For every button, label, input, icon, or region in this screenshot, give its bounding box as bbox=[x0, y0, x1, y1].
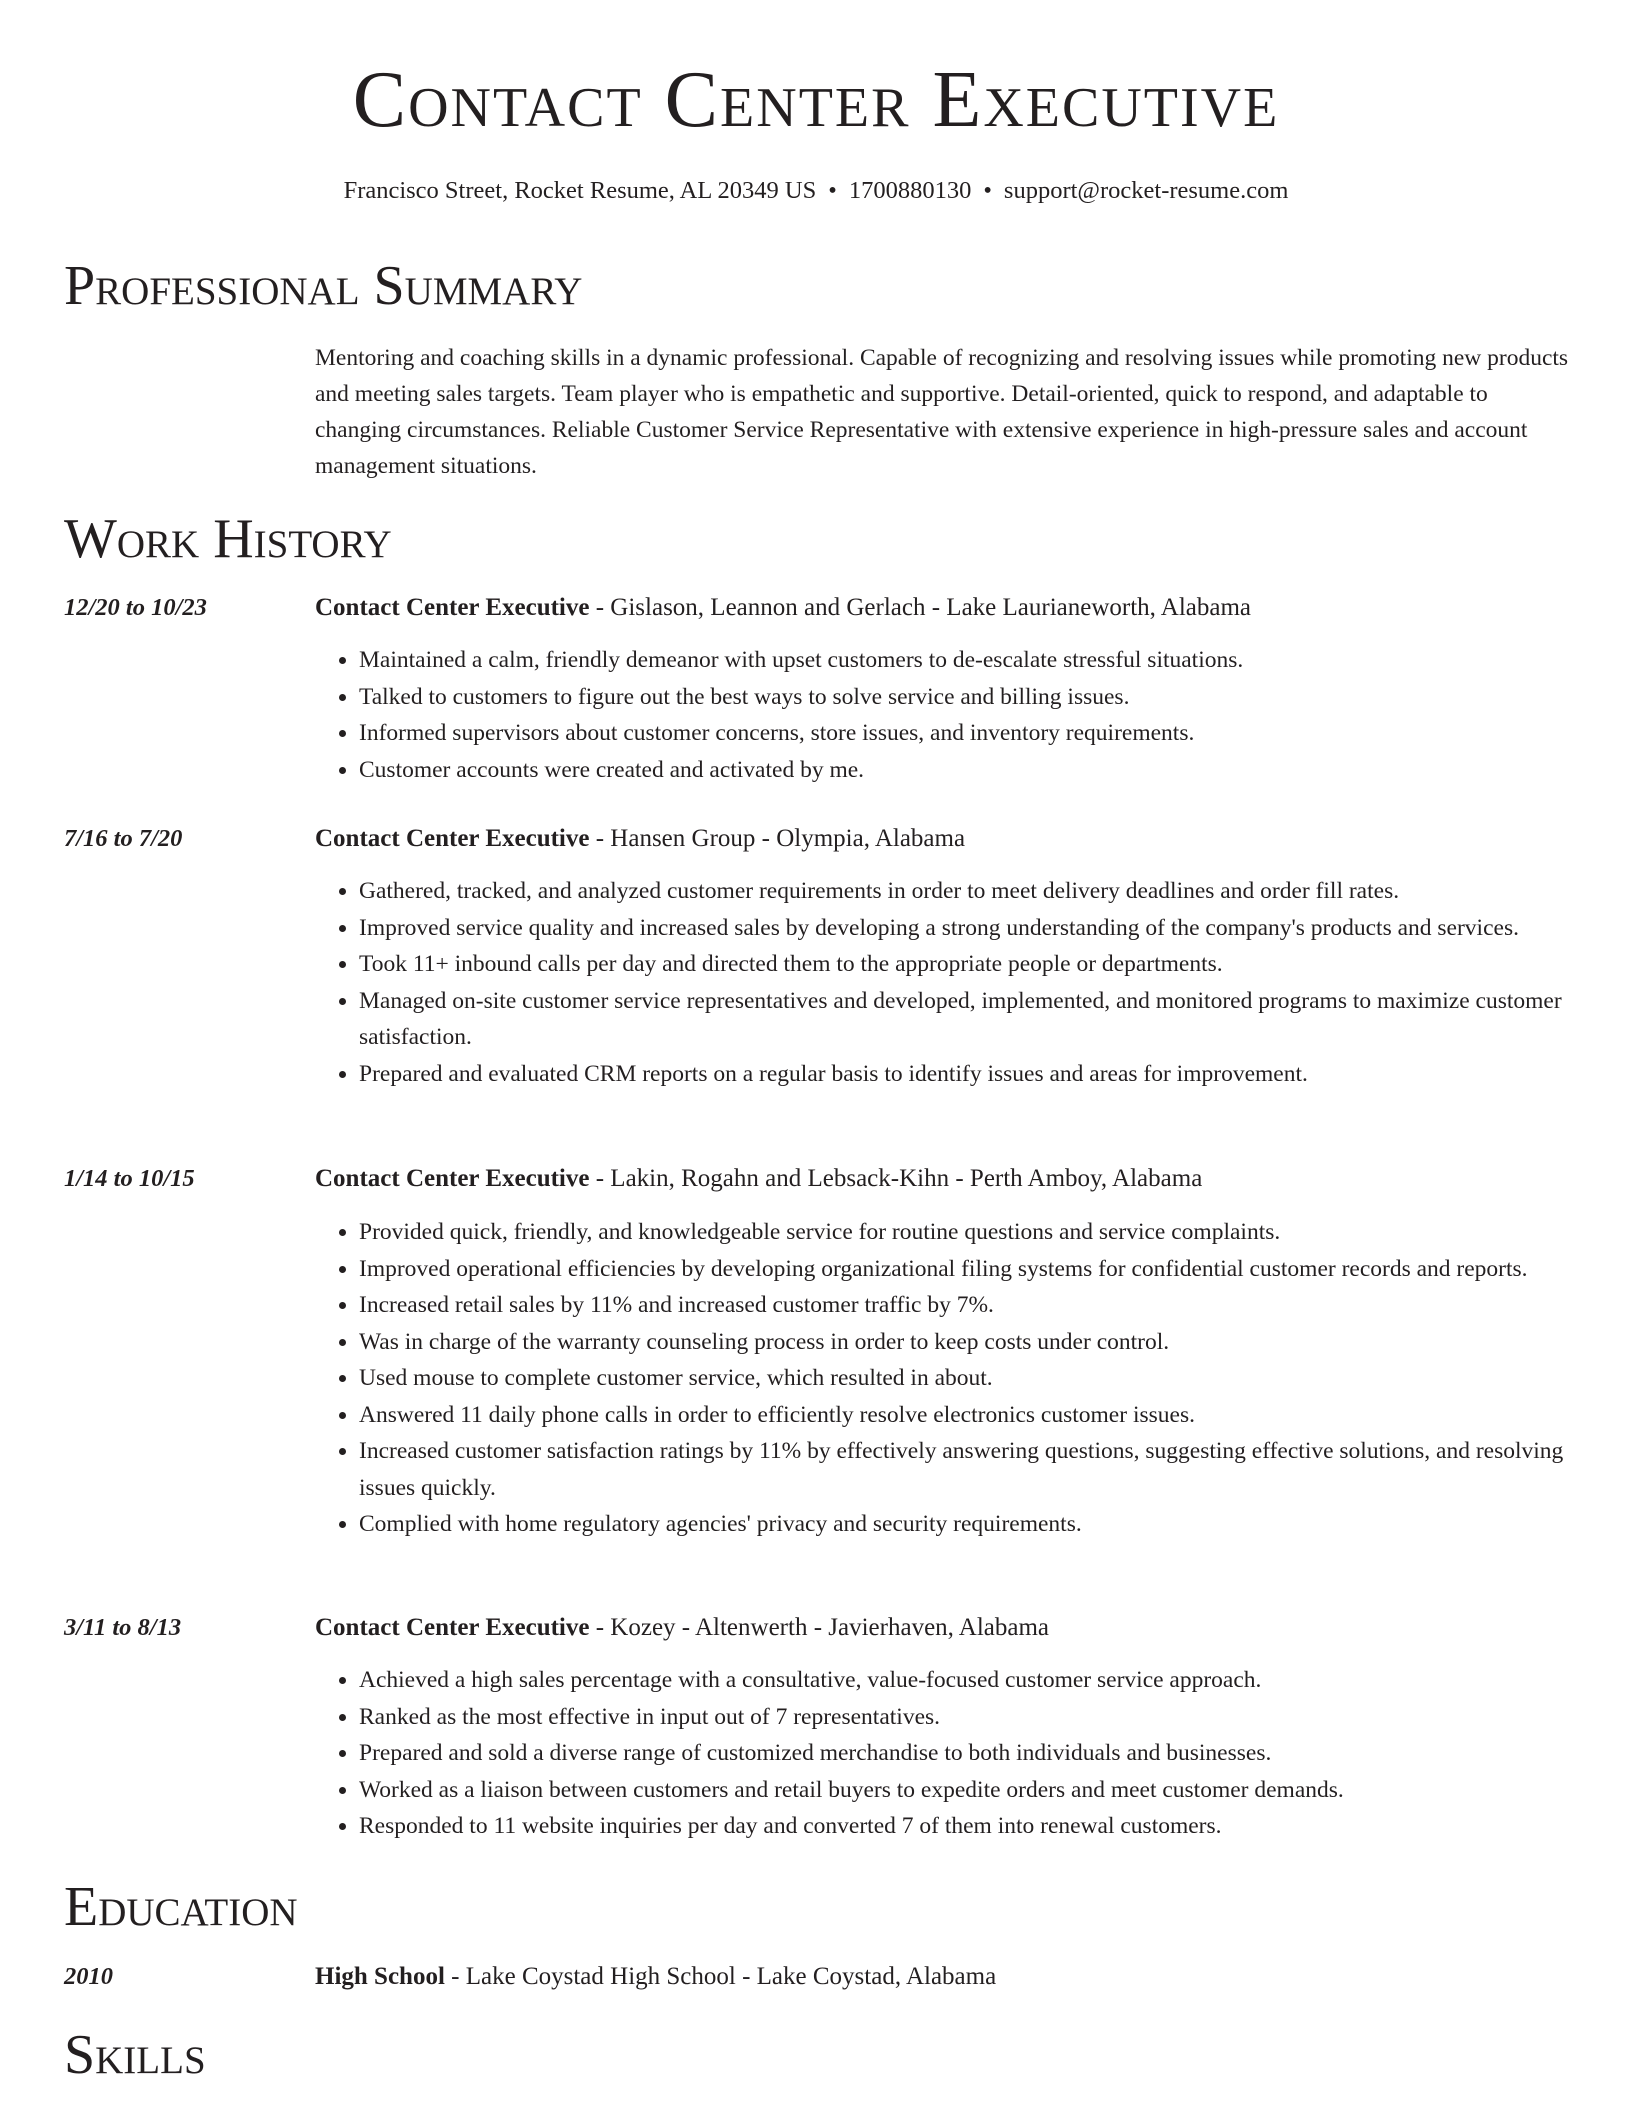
job-dates: 7/16 to 7/20 bbox=[64, 825, 183, 852]
contact-phone: 1700880130 bbox=[848, 177, 972, 204]
contact-email: support@rocket-resume.com bbox=[1003, 177, 1289, 204]
job-bullets bbox=[315, 1214, 1567, 1543]
job-bullet: • Took 11+ inbound calls per day and directed them to the appropriate people or departments. bbox=[359, 946, 1567, 983]
job-bullet: • Prepared and sold a diverse range of customized merchandise to both individuals and businesses. bbox=[359, 1735, 1567, 1772]
job-bullet: • Increased retail sales by 11% and increased customer traffic by 7%. bbox=[359, 1287, 1567, 1324]
job-bullet: • Achieved a high sales percentage with a consultative, value-focused customer service approach. bbox=[359, 1662, 1567, 1699]
section-header-education bbox=[64, 1871, 1567, 1938]
job-heading bbox=[315, 1610, 1567, 1646]
job-bullet: • Maintained a calm, friendly demeanor with upset customers to de-escalate stressful situations. bbox=[359, 642, 1567, 679]
job-bullets bbox=[315, 873, 1567, 1092]
job-title: Contact Center Executive bbox=[315, 1165, 590, 1192]
job-title: Contact Center Executive bbox=[315, 825, 590, 852]
job-bullet: • Provided quick, friendly, and knowledgeable service for routine questions and service complaints. bbox=[359, 1214, 1567, 1251]
job-bullet: • Improved operational efficiencies by developing organizational filing systems for confidential customer records and reports. bbox=[359, 1251, 1567, 1288]
job-bullets bbox=[315, 1662, 1567, 1845]
education-school: - Lake Coystad High School - Lake Coystad, Alabama bbox=[444, 1963, 997, 1990]
section-title-education: Education bbox=[64, 1879, 330, 1935]
job-title: Contact Center Executive bbox=[315, 1614, 590, 1641]
section-title-summary: Professional Summary bbox=[64, 258, 614, 314]
job-bullet: • Complied with home regulatory agencies' privacy and security requirements. bbox=[359, 1506, 1567, 1543]
job-dates: 3/11 to 8/13 bbox=[64, 1614, 182, 1641]
job-dates: 12/20 to 10/23 bbox=[64, 594, 207, 621]
job-employer: - Hansen Group - Olympia, Alabama bbox=[589, 825, 966, 852]
section-title-skills: Skills bbox=[64, 2027, 238, 2083]
section-title-work: Work History bbox=[64, 511, 424, 567]
section-header-work bbox=[64, 503, 1567, 570]
job-bullet: • Talked to customers to figure out the best ways to solve service and billing issues. bbox=[359, 679, 1567, 716]
contact-separator: • bbox=[983, 177, 992, 204]
job-heading bbox=[315, 1161, 1567, 1197]
job-dates: 1/14 to 10/15 bbox=[64, 1165, 195, 1192]
education-year: 2010 bbox=[64, 1963, 113, 1990]
job-bullet: • Was in charge of the warranty counseling process in order to keep costs under control. bbox=[359, 1324, 1567, 1361]
job-bullet: • Customer accounts were created and activated by me. bbox=[359, 752, 1567, 789]
contact-separator: • bbox=[828, 177, 837, 204]
job-employer: - Lakin, Rogahn and Lebsack-Kihn - Perth Amboy, Alabama bbox=[589, 1165, 1203, 1192]
job-bullet: • Managed on-site customer service representatives and developed, implemented, and monitored programs to maximize customer satisfaction. bbox=[359, 983, 1567, 1056]
job-heading bbox=[315, 821, 1567, 857]
job-bullet: • Improved service quality and increased sales by developing a strong understanding of the company's products and services. bbox=[359, 910, 1567, 947]
section-rule bbox=[64, 2064, 1567, 2066]
job-bullet: • Worked as a liaison between customers and retail buyers to expedite orders and meet customer demands. bbox=[359, 1772, 1567, 1809]
job-employer: - Kozey - Altenwerth - Javierhaven, Alabama bbox=[589, 1614, 1050, 1641]
job-bullet: • Responded to 11 website inquiries per day and converted 7 of them into renewal customers. bbox=[359, 1808, 1567, 1845]
job-title: Contact Center Executive bbox=[315, 594, 590, 621]
job-bullet: • Informed supervisors about customer concerns, store issues, and inventory requirements. bbox=[359, 715, 1567, 752]
section-header-summary bbox=[64, 250, 1567, 317]
job-bullet: • Ranked as the most effective in input out of 7 representatives. bbox=[359, 1699, 1567, 1736]
job-heading bbox=[315, 590, 1567, 626]
resume-name: Contact Center Executive bbox=[352, 56, 1280, 144]
contact-address: Francisco Street, Rocket Resume, AL 20349 US bbox=[343, 177, 817, 204]
job-bullet: • Used mouse to complete customer service, which resulted in about. bbox=[359, 1360, 1567, 1397]
job-bullet: • Gathered, tracked, and analyzed customer requirements in order to meet delivery deadlines and order fill rates. bbox=[359, 873, 1567, 910]
education-heading bbox=[315, 1959, 1567, 1995]
job-bullet: • Increased customer satisfaction ratings by 11% by effectively answering questions, suggesting effective solutions, and resolving issues quickly. bbox=[359, 1433, 1567, 1506]
job-employer: - Gislason, Leannon and Gerlach - Lake Laurianeworth, Alabama bbox=[589, 594, 1252, 621]
job-bullet: • Answered 11 daily phone calls in order to efficiently resolve electronics customer issues. bbox=[359, 1397, 1567, 1434]
summary-text: Mentoring and coaching skills in a dynamic professional. Capable of recognizing and resolving issues while promoting new products and meeting sales targets. Team player who is empathetic and supportive. Detail-oriented, quick to respond, and adaptable to changing circumstances. Reliable Customer Service Representative with extensive experience in high-pressure sales and account management situations. bbox=[315, 345, 1569, 479]
contact-line bbox=[0, 176, 1632, 206]
job-bullet: • Prepared and evaluated CRM reports on a regular basis to identify issues and areas for improvement. bbox=[359, 1056, 1567, 1093]
education-degree: High School bbox=[315, 1963, 445, 1990]
section-header-skills bbox=[64, 2019, 1567, 2086]
job-bullets bbox=[315, 642, 1567, 788]
